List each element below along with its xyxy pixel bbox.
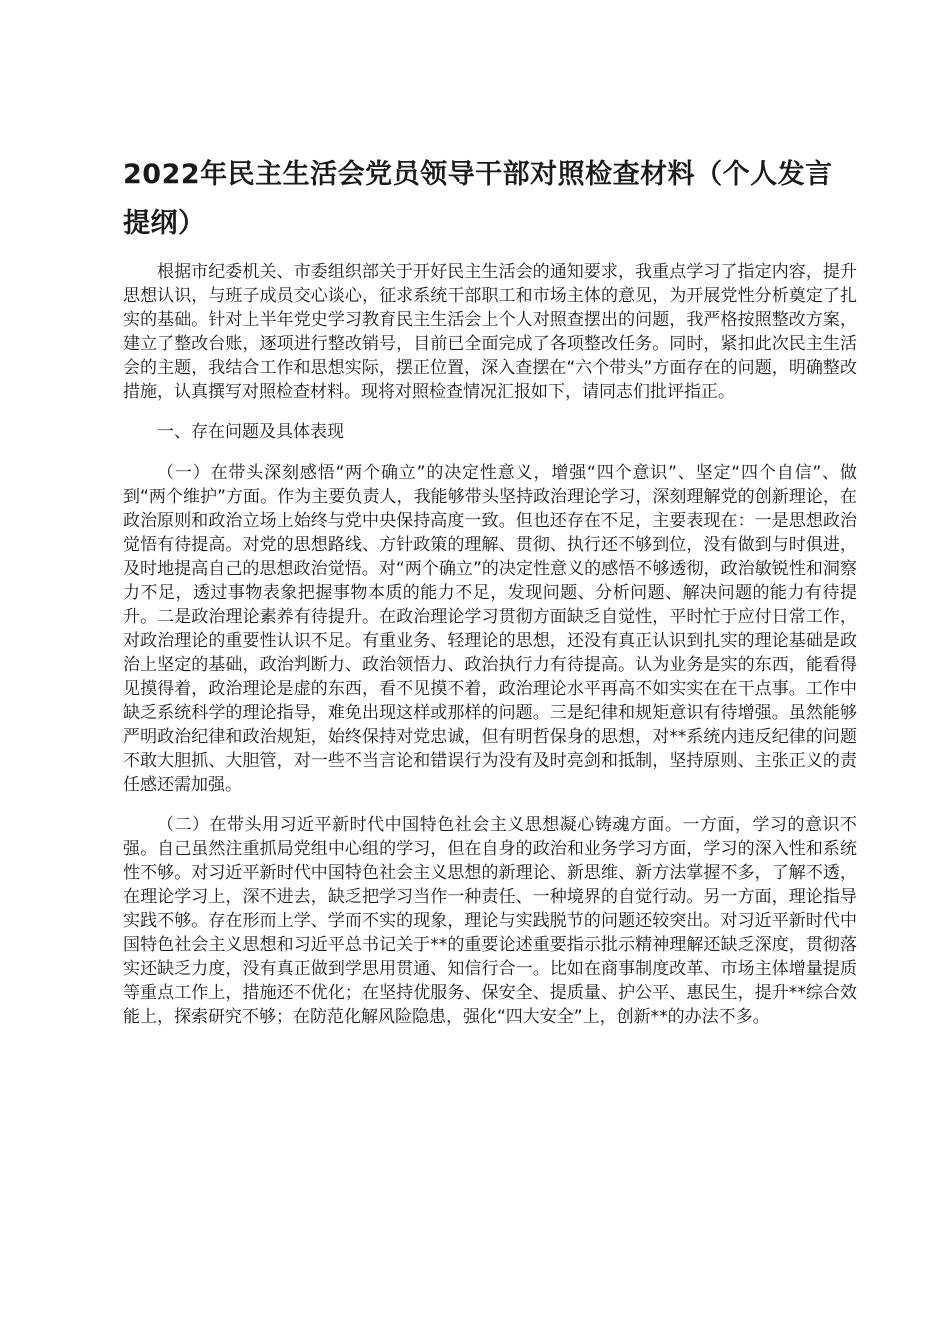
document-title: 2022年民主生活会党员领导干部对照检查材料（个人发言提纲）	[123, 159, 833, 239]
body-paragraph-1: （一）在带头深刻感悟“两个确立”的决定性意义，增强“四个意识”、坚定“四个自信”、做到“两个维护”方面。作为主要负责人，我能够带头坚持政治理论学习，深刻理解党的创新理论，在政治原则和政治立场上始终与党中央保持高度一致。但也还存在不足，主要表现在：一是思想政治觉悟有待提高。对党的思想路线、方针政策的理解、贯彻、执行还不够到位，没有做到与时俱进，及时地提高自己的思想政治觉悟。对“两个确立”的决定性意义的感悟不够透彻，政治敏锐性和洞察力不足，透过事物表象把握事物本质的能力不足，发现问题、分析问题、解决问题的能力有待提升。二是政治理论素养有待提升。在政治理论学习贯彻方面缺乏自觉性，平时忙于应付日常工作，对政治理论的重要性认识不足。有重业务、轻理论的思想，还没有真正认识到扎实的理论基础是政治上坚定的基础，政治判断力、政治领悟力、政治执行力有待提高。认为业务是实的东西，能看得见摸得着，政治理论是虚的东西，看不见摸不着，政治理论水平再高不如实实在在干点事。工作中缺乏系统科学的理论指导，难免出现这样或那样的问题。三是纪律和规矩意识有待增强。虽然能够严明政治纪律和政治规矩，始终保持对党忠诚，但有明哲保身的思想，对**系统内违反纪律的问题不敢大胆抓、大胆管，对一些不当言论和错误行为没有及时亮剑和抵制，坚持原则、主张正义的责任感还需加强。	[123, 463, 857, 795]
section-heading: 一、存在问题及具体表现	[157, 422, 344, 442]
body-paragraph-2: （二）在带头用习近平新时代中国特色社会主义思想凝心铸魂方面。一方面，学习的意识不强。自己虽然注重抓局党组中心组的学习，但在自身的政治和业务学习方面，学习的深入性和系统性不够。对习近平新时代中国特色社会主义思想的新理论、新思维、新方法掌握不多，了解不透，在理论学习上，深不进去，缺乏把学习当作一种责任、一种境界的自觉行动。另一方面，理论指导实践不够。存在形而上学、学而不实的现象，理论与实践脱节的问题还较突出。对习近平新时代中国特色社会主义思想和习近平总书记关于**的重要论述重要指示批示精神理解还缺乏深度，贯彻落实还缺乏力度，没有真正做到学思用贯通、知信行合一。比如在商事制度改革、市场主体增量提质等重点工作上，措施还不优化；在坚持优服务、保安全、提质量、护公平、惠民生，提升**综合效能上，探索研究不够；在防范化解风险隐患，强化“四大安全”上，创新**的办法不多。	[123, 815, 857, 1027]
document-page	[123, 150, 857, 1045]
intro-paragraph: 根据市纪委机关、市委组织部关于开好民主生活会的通知要求，我重点学习了指定内容，提升思想认识，与班子成员交心谈心，征求系统干部职工和市场主体的意见，为开展党性分析奠定了扎实的基础。针对上半年党史学习教育民主生活会上个人对照查摆出的问题，我严格按照整改方案，建立了整改台账，逐项进行整改销号，目前已全面完成了各项整改任务。同时，紧扣此次民主生活会的主题，我结合工作和思想实际，摆正位置，深入查摆在“六个带头”方面存在的问题，明确整改措施，认真撰写对照检查材料。现将对照检查情况汇报如下，请同志们批评指正。	[123, 262, 857, 402]
